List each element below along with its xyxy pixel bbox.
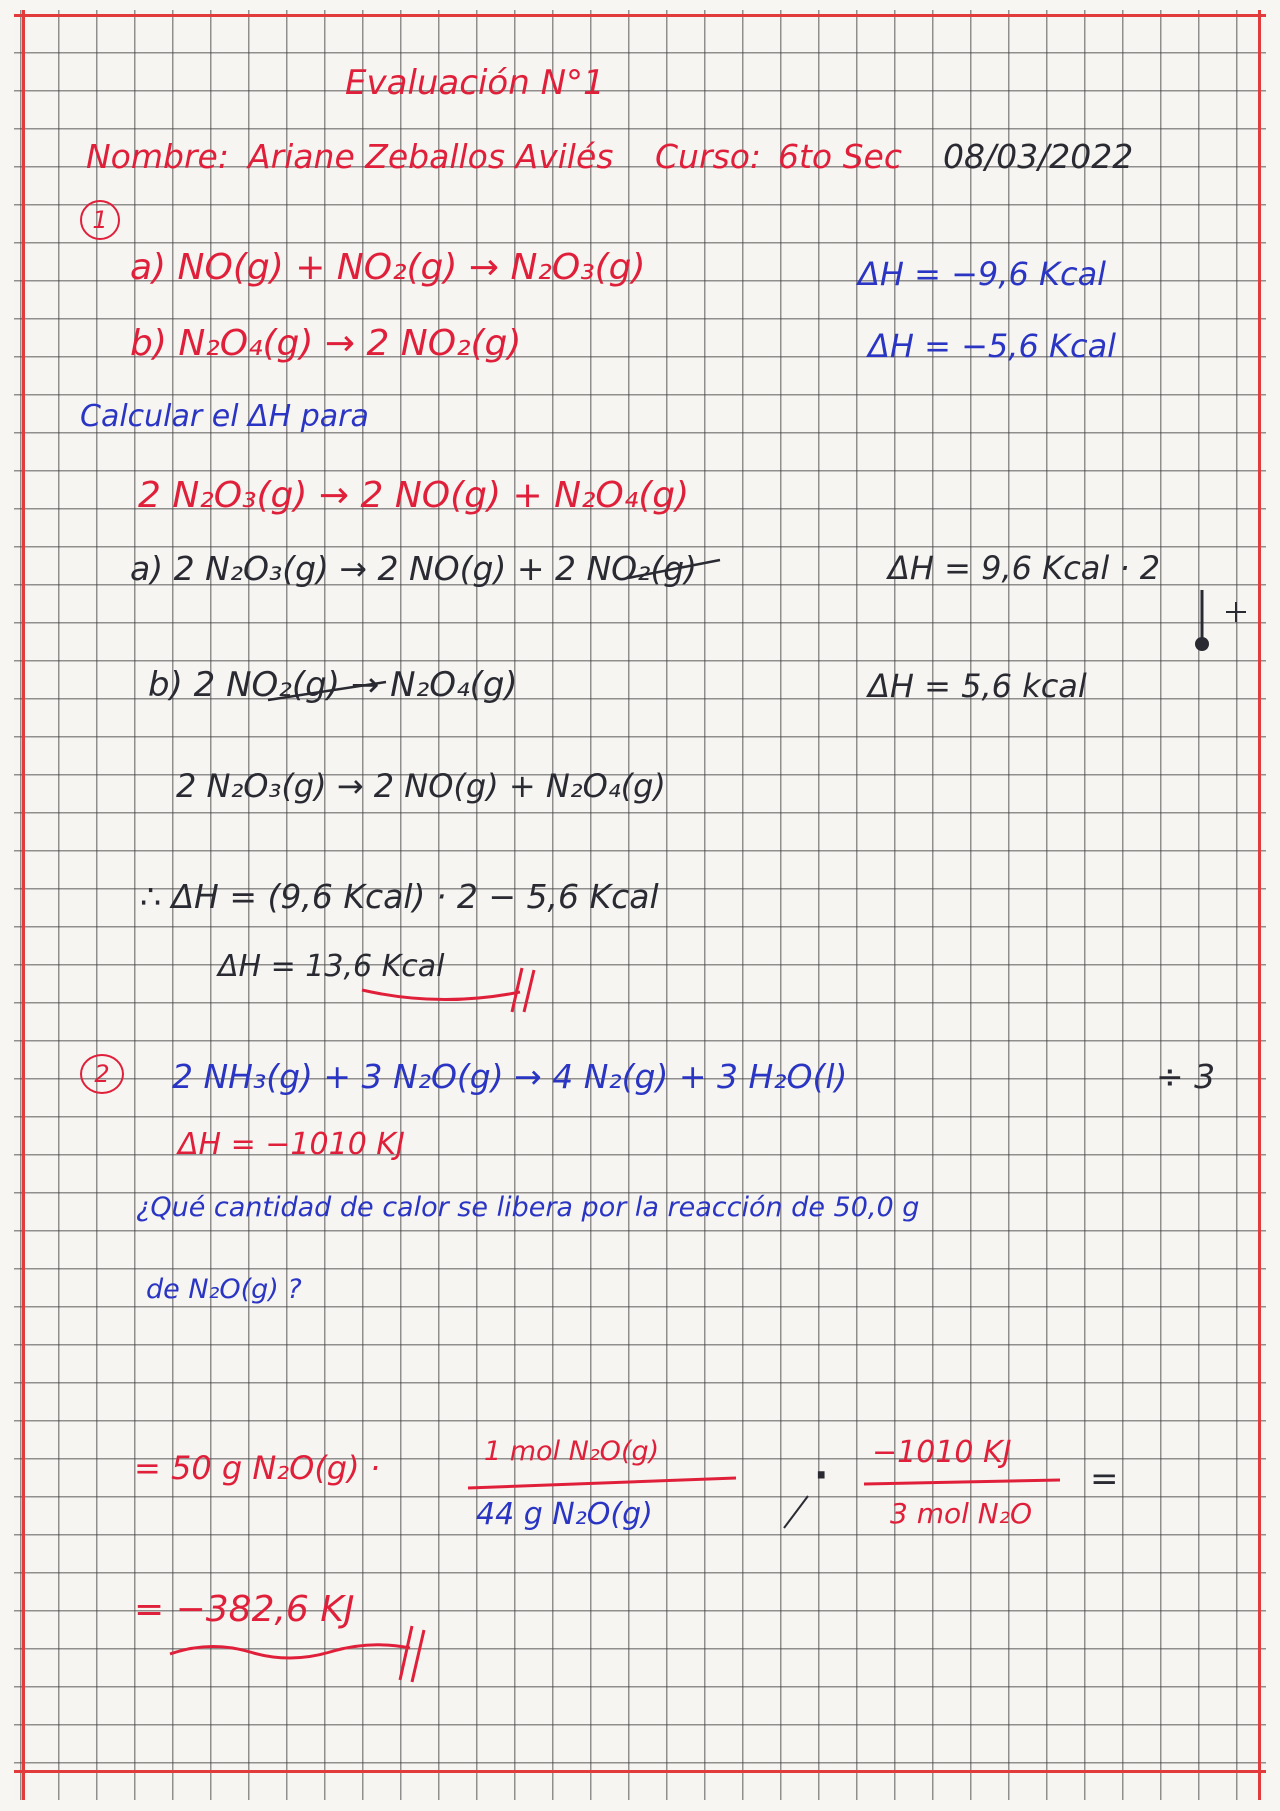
- question-line-1: ¿Qué cantidad de calor se libera por la reacción de 50,0 g: [136, 1192, 920, 1223]
- reaction-delta-h: ΔH = −1010 KJ: [178, 1127, 405, 1162]
- final-answer: = −382,6 KJ: [134, 1589, 355, 1630]
- name-label: Nombre:: [86, 137, 229, 176]
- step-a-delta-h: ΔH = 9,6 Kcal · 2: [888, 549, 1161, 587]
- top-margin-line: [14, 14, 1266, 17]
- fraction-1-denominator: 44 g N₂O(g): [476, 1497, 653, 1532]
- delta-h-a: ΔH = −9,6 Kcal: [858, 255, 1107, 293]
- step-b-delta-h: ΔH = 5,6 kcal: [868, 667, 1087, 705]
- multiply-dot: ·: [814, 1453, 829, 1497]
- course-label: Curso:: [655, 137, 762, 176]
- divide-by-three: ÷ 3: [1156, 1057, 1216, 1096]
- equation-b: b) N₂O₄(g) → 2 NO₂(g): [130, 323, 522, 364]
- problem-1-number: 1: [80, 200, 120, 240]
- calculate-prompt: Calcular el ΔH para: [80, 399, 369, 434]
- delta-h-calculation: ∴ ΔH = (9,6 Kcal) · 2 − 5,6 Kcal: [140, 877, 659, 916]
- reaction-equation: 2 NH₃(g) + 3 N₂O(g) → 4 N₂(g) + 3 H₂O(l): [172, 1057, 848, 1096]
- equals-sign: =: [1090, 1459, 1119, 1499]
- sum-equation: 2 N₂O₃(g) → 2 NO(g) + N₂O₄(g): [176, 767, 666, 805]
- left-margin-line: [22, 10, 25, 1800]
- question-line-2: de N₂O(g) ?: [146, 1274, 302, 1305]
- bottom-margin-line: [14, 1770, 1266, 1773]
- step-b-equation: b) 2 NO₂(g) → N₂O₄(g): [148, 665, 518, 705]
- mass-factor: = 50 g N₂O(g) ·: [134, 1449, 380, 1487]
- course-value: 6to Sec: [778, 137, 903, 176]
- date: 08/03/2022: [943, 137, 1134, 176]
- name-value: Ariane Zeballos Avilés: [248, 137, 614, 176]
- delta-h-b: ΔH = −5,6 Kcal: [868, 327, 1117, 365]
- page-title: Evaluación N°1: [345, 63, 605, 103]
- fraction-1-numerator: 1 mol N₂O(g): [484, 1436, 660, 1467]
- right-margin-line: [1258, 10, 1261, 1800]
- equation-a: a) NO(g) + NO₂(g) → N₂O₃(g): [130, 247, 646, 288]
- problem-2-number: 2: [80, 1054, 124, 1094]
- target-equation: 2 N₂O₃(g) → 2 NO(g) + N₂O₄(g): [138, 475, 690, 516]
- step-a-equation: a) 2 N₂O₃(g) → 2 NO(g) + 2 NO₂(g): [130, 549, 698, 588]
- fraction-2-numerator: −1010 KJ: [872, 1435, 1012, 1470]
- fraction-2-denominator: 3 mol N₂O: [890, 1497, 1033, 1530]
- delta-h-result: ΔH = 13,6 Kcal: [218, 949, 445, 984]
